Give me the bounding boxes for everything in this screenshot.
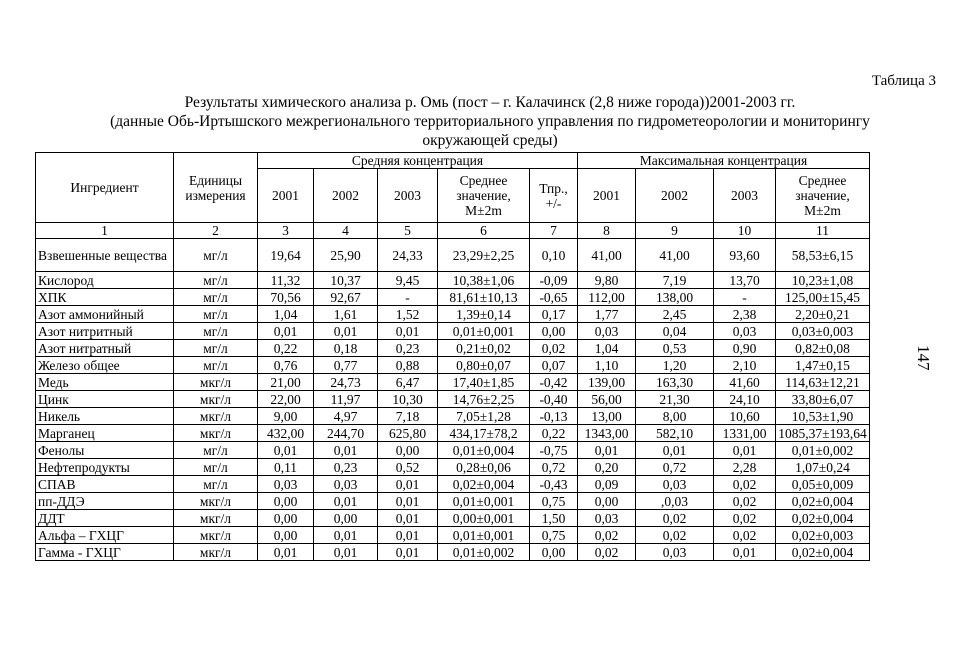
table-row <box>36 306 870 323</box>
header-max-group: Максимальная концентрация <box>578 153 870 169</box>
value-cell: 0,01 <box>578 442 636 459</box>
value-cell: 0,52 <box>378 459 438 476</box>
table-row <box>36 391 870 408</box>
page-number: 147 <box>914 345 933 371</box>
table-label: Таблица 3 <box>871 73 936 89</box>
table-row <box>36 544 870 561</box>
value-cell: 1,61 <box>314 306 378 323</box>
value-cell: 0,75 <box>530 527 578 544</box>
value-cell: 9,45 <box>378 272 438 289</box>
value-cell: 163,30 <box>636 374 714 391</box>
column-number-cell: 1 <box>36 223 174 239</box>
value-cell: 138,00 <box>636 289 714 306</box>
units-cell: мкг/л <box>174 510 258 527</box>
units-cell: мкг/л <box>174 544 258 561</box>
value-cell: 56,00 <box>578 391 636 408</box>
ingredient-cell: Азот нитритный <box>36 323 174 340</box>
value-cell: 1,77 <box>578 306 636 323</box>
value-cell: 0,22 <box>530 425 578 442</box>
value-cell: 1,20 <box>636 357 714 374</box>
value-cell: 1,10 <box>578 357 636 374</box>
value-cell: 9,80 <box>578 272 636 289</box>
value-cell: 7,19 <box>636 272 714 289</box>
value-cell: 1,04 <box>578 340 636 357</box>
value-cell: 125,00±15,45 <box>776 289 870 306</box>
header-max-2003: 2003 <box>714 169 776 223</box>
units-cell: мкг/л <box>174 493 258 510</box>
units-cell: мкг/л <box>174 374 258 391</box>
ingredient-cell: Цинк <box>36 391 174 408</box>
value-cell: 24,73 <box>314 374 378 391</box>
column-number-cell: 3 <box>258 223 314 239</box>
value-cell: 1,07±0,24 <box>776 459 870 476</box>
units-cell: мкг/л <box>174 391 258 408</box>
table-row <box>36 323 870 340</box>
value-cell: 0,01 <box>258 442 314 459</box>
value-cell: 0,72 <box>530 459 578 476</box>
document-subtitle-end: окружающей среды) <box>422 132 558 149</box>
header-ingredient: Ингредиент <box>36 153 174 223</box>
value-cell: 0,00 <box>258 493 314 510</box>
value-cell: 0,01 <box>636 442 714 459</box>
ingredient-cell: Взвешенные вещества <box>36 239 174 272</box>
header-units: Единицы измерения <box>174 153 258 223</box>
value-cell: 58,53±6,15 <box>776 239 870 272</box>
ingredient-cell: Альфа – ГХЦГ <box>36 527 174 544</box>
table-row <box>36 340 870 357</box>
value-cell: 0,01 <box>378 323 438 340</box>
value-cell: 33,80±6,07 <box>776 391 870 408</box>
value-cell: 0,00 <box>530 544 578 561</box>
value-cell: 0,23 <box>314 459 378 476</box>
value-cell: 1,47±0,15 <box>776 357 870 374</box>
value-cell: 0,01 <box>378 527 438 544</box>
value-cell: 0,03 <box>714 323 776 340</box>
value-cell: 1085,37±193,64 <box>776 425 870 442</box>
value-cell: 7,05±1,28 <box>438 408 530 425</box>
units-cell: мг/л <box>174 459 258 476</box>
ingredient-cell: пп-ДДЭ <box>36 493 174 510</box>
value-cell: 1331,00 <box>714 425 776 442</box>
value-cell: 1,39±0,14 <box>438 306 530 323</box>
value-cell: 92,67 <box>314 289 378 306</box>
value-cell: 2,45 <box>636 306 714 323</box>
value-cell: 2,28 <box>714 459 776 476</box>
value-cell: 0,01 <box>314 527 378 544</box>
ingredient-cell: СПАВ <box>36 476 174 493</box>
table-row <box>36 408 870 425</box>
value-cell: 0,01 <box>378 510 438 527</box>
value-cell: 0,01 <box>314 442 378 459</box>
value-cell: 0,80±0,07 <box>438 357 530 374</box>
ingredient-cell: Медь <box>36 374 174 391</box>
value-cell: -0,65 <box>530 289 578 306</box>
header-max-2002: 2002 <box>636 169 714 223</box>
units-cell: мг/л <box>174 289 258 306</box>
units-cell: мг/л <box>174 340 258 357</box>
value-cell: 244,70 <box>314 425 378 442</box>
units-cell: мкг/л <box>174 527 258 544</box>
value-cell: 0,18 <box>314 340 378 357</box>
ingredient-cell: Нефтепродукты <box>36 459 174 476</box>
value-cell: 0,03±0,003 <box>776 323 870 340</box>
table-row <box>36 239 870 272</box>
value-cell: 0,04 <box>636 323 714 340</box>
value-cell: 0,01 <box>378 493 438 510</box>
header-tpr: Тпр., +/- <box>530 169 578 223</box>
table-row <box>36 510 870 527</box>
value-cell: -0,13 <box>530 408 578 425</box>
value-cell: 11,32 <box>258 272 314 289</box>
value-cell: 0,03 <box>258 476 314 493</box>
value-cell: 625,80 <box>378 425 438 442</box>
value-cell: 0,01 <box>314 323 378 340</box>
value-cell: 21,00 <box>258 374 314 391</box>
value-cell: 0,00±0,001 <box>438 510 530 527</box>
header-max-2001: 2001 <box>578 169 636 223</box>
value-cell: 0,01±0,001 <box>438 323 530 340</box>
value-cell: 6,47 <box>378 374 438 391</box>
column-number-cell: 7 <box>530 223 578 239</box>
value-cell: 0,03 <box>636 544 714 561</box>
units-cell: мг/л <box>174 476 258 493</box>
units-cell: мг/л <box>174 272 258 289</box>
value-cell: 0,02 <box>636 510 714 527</box>
value-cell: 41,00 <box>636 239 714 272</box>
value-cell: 1,52 <box>378 306 438 323</box>
value-cell: -0,43 <box>530 476 578 493</box>
document-title: Результаты химического анализа р. Омь (пост – г. Калачинск (2,8 ниже города))2001-2003 гг. <box>184 94 796 111</box>
ingredient-cell: Никель <box>36 408 174 425</box>
column-number-cell: 11 <box>776 223 870 239</box>
value-cell: 0,02 <box>714 510 776 527</box>
value-cell: 10,37 <box>314 272 378 289</box>
value-cell: 2,38 <box>714 306 776 323</box>
value-cell: 0,01±0,004 <box>438 442 530 459</box>
value-cell: 0,01 <box>714 544 776 561</box>
value-cell: 0,03 <box>578 323 636 340</box>
column-number-cell: 4 <box>314 223 378 239</box>
value-cell: 14,76±2,25 <box>438 391 530 408</box>
ingredient-cell: Гамма - ГХЦГ <box>36 544 174 561</box>
value-cell: 13,70 <box>714 272 776 289</box>
value-cell: 1,04 <box>258 306 314 323</box>
value-cell: 0,88 <box>378 357 438 374</box>
value-cell: 0,75 <box>530 493 578 510</box>
ingredient-cell: ДДТ <box>36 510 174 527</box>
value-cell: 9,00 <box>258 408 314 425</box>
value-cell: 10,53±1,90 <box>776 408 870 425</box>
ingredient-cell: Марганец <box>36 425 174 442</box>
value-cell: -0,42 <box>530 374 578 391</box>
header-avg-2003: 2003 <box>378 169 438 223</box>
column-number-cell: 5 <box>378 223 438 239</box>
column-number-cell: 2 <box>174 223 258 239</box>
value-cell: 0,02 <box>714 527 776 544</box>
ingredient-cell: Железо общее <box>36 357 174 374</box>
value-cell: 112,00 <box>578 289 636 306</box>
value-cell: 0,02 <box>578 527 636 544</box>
table-row <box>36 442 870 459</box>
value-cell: 0,90 <box>714 340 776 357</box>
value-cell: 0,11 <box>258 459 314 476</box>
value-cell: 0,22 <box>258 340 314 357</box>
value-cell: -0,75 <box>530 442 578 459</box>
value-cell: 0,76 <box>258 357 314 374</box>
value-cell: 2,20±0,21 <box>776 306 870 323</box>
value-cell: 0,82±0,08 <box>776 340 870 357</box>
value-cell: 582,10 <box>636 425 714 442</box>
value-cell: 0,02 <box>530 340 578 357</box>
table-row <box>36 272 870 289</box>
value-cell: 0,23 <box>378 340 438 357</box>
value-cell: 0,01±0,002 <box>776 442 870 459</box>
units-cell: мг/л <box>174 306 258 323</box>
value-cell: 0,10 <box>530 239 578 272</box>
value-cell: 0,21±0,02 <box>438 340 530 357</box>
ingredient-cell: Кислород <box>36 272 174 289</box>
value-cell: 0,05±0,009 <box>776 476 870 493</box>
value-cell: 0,28±0,06 <box>438 459 530 476</box>
value-cell: 0,01 <box>378 544 438 561</box>
value-cell: 23,29±2,25 <box>438 239 530 272</box>
column-number-cell: 6 <box>438 223 530 239</box>
value-cell: 0,01 <box>258 323 314 340</box>
value-cell: 0,01±0,002 <box>438 544 530 561</box>
value-cell: -0,40 <box>530 391 578 408</box>
table-row <box>36 459 870 476</box>
table-row <box>36 374 870 391</box>
value-cell: 0,00 <box>258 527 314 544</box>
value-cell: 0,00 <box>378 442 438 459</box>
value-cell: - <box>714 289 776 306</box>
document-subtitle: (данные Обь-Иртышского межрегионального территориального управления по гидрометеорологии и мониторингу <box>110 113 870 130</box>
value-cell: 0,02 <box>714 476 776 493</box>
value-cell: -0,09 <box>530 272 578 289</box>
value-cell: 0,17 <box>530 306 578 323</box>
units-cell: мкг/л <box>174 425 258 442</box>
value-cell: 0,77 <box>314 357 378 374</box>
value-cell: 10,60 <box>714 408 776 425</box>
value-cell: - <box>378 289 438 306</box>
header-avg-group: Средняя концентрация <box>258 153 578 169</box>
value-cell: 139,00 <box>578 374 636 391</box>
value-cell: ,0,03 <box>636 493 714 510</box>
table-row <box>36 357 870 374</box>
table-row <box>36 425 870 442</box>
value-cell: 0,01±0,001 <box>438 493 530 510</box>
value-cell: 13,00 <box>578 408 636 425</box>
value-cell: 114,63±12,21 <box>776 374 870 391</box>
value-cell: 70,56 <box>258 289 314 306</box>
value-cell: 0,00 <box>530 323 578 340</box>
value-cell: 93,60 <box>714 239 776 272</box>
units-cell: мг/л <box>174 357 258 374</box>
value-cell: 0,03 <box>578 510 636 527</box>
value-cell: 11,97 <box>314 391 378 408</box>
value-cell: 0,00 <box>578 493 636 510</box>
value-cell: 17,40±1,85 <box>438 374 530 391</box>
value-cell: 0,02 <box>578 544 636 561</box>
value-cell: 10,30 <box>378 391 438 408</box>
units-cell: мг/л <box>174 239 258 272</box>
ingredient-cell: Азот аммонийный <box>36 306 174 323</box>
value-cell: 0,02±0,004 <box>776 510 870 527</box>
table-row <box>36 493 870 510</box>
ingredient-cell: Азот нитратный <box>36 340 174 357</box>
value-cell: 25,90 <box>314 239 378 272</box>
header-avg-2002: 2002 <box>314 169 378 223</box>
header-avg-2001: 2001 <box>258 169 314 223</box>
column-number-row <box>36 223 870 239</box>
value-cell: 0,02 <box>636 527 714 544</box>
header-avg-mean: Среднее значение, М±2m <box>438 169 530 223</box>
chemical-analysis-table <box>35 152 870 561</box>
value-cell: 0,00 <box>314 510 378 527</box>
value-cell: 21,30 <box>636 391 714 408</box>
value-cell: 2,10 <box>714 357 776 374</box>
column-number-cell: 10 <box>714 223 776 239</box>
units-cell: мкг/л <box>174 408 258 425</box>
value-cell: 0,72 <box>636 459 714 476</box>
value-cell: 0,01 <box>314 493 378 510</box>
units-cell: мг/л <box>174 323 258 340</box>
value-cell: 22,00 <box>258 391 314 408</box>
ingredient-cell: Фенолы <box>36 442 174 459</box>
value-cell: 7,18 <box>378 408 438 425</box>
value-cell: 0,01±0,001 <box>438 527 530 544</box>
value-cell: 0,01 <box>378 476 438 493</box>
value-cell: 0,02±0,004 <box>776 493 870 510</box>
column-number-cell: 8 <box>578 223 636 239</box>
value-cell: 10,23±1,08 <box>776 272 870 289</box>
value-cell: 19,64 <box>258 239 314 272</box>
value-cell: 0,03 <box>636 476 714 493</box>
column-number-cell: 9 <box>636 223 714 239</box>
value-cell: 8,00 <box>636 408 714 425</box>
value-cell: 4,97 <box>314 408 378 425</box>
value-cell: 0,02 <box>714 493 776 510</box>
ingredient-cell: ХПК <box>36 289 174 306</box>
value-cell: 0,00 <box>258 510 314 527</box>
value-cell: 0,20 <box>578 459 636 476</box>
value-cell: 81,61±10,13 <box>438 289 530 306</box>
value-cell: 1343,00 <box>578 425 636 442</box>
value-cell: 10,38±1,06 <box>438 272 530 289</box>
value-cell: 1,50 <box>530 510 578 527</box>
value-cell: 0,53 <box>636 340 714 357</box>
value-cell: 432,00 <box>258 425 314 442</box>
value-cell: 0,09 <box>578 476 636 493</box>
value-cell: 0,03 <box>314 476 378 493</box>
value-cell: 24,10 <box>714 391 776 408</box>
value-cell: 0,02±0,004 <box>776 544 870 561</box>
value-cell: 0,02±0,004 <box>438 476 530 493</box>
table-row <box>36 289 870 306</box>
units-cell: мг/л <box>174 442 258 459</box>
value-cell: 41,60 <box>714 374 776 391</box>
value-cell: 0,02±0,003 <box>776 527 870 544</box>
header-max-mean: Среднее значение, М±2m <box>776 169 870 223</box>
table-row <box>36 527 870 544</box>
value-cell: 24,33 <box>378 239 438 272</box>
value-cell: 0,07 <box>530 357 578 374</box>
value-cell: 0,01 <box>258 544 314 561</box>
value-cell: 0,01 <box>714 442 776 459</box>
value-cell: 41,00 <box>578 239 636 272</box>
table-row <box>36 476 870 493</box>
value-cell: 434,17±78,2 <box>438 425 530 442</box>
value-cell: 0,01 <box>314 544 378 561</box>
